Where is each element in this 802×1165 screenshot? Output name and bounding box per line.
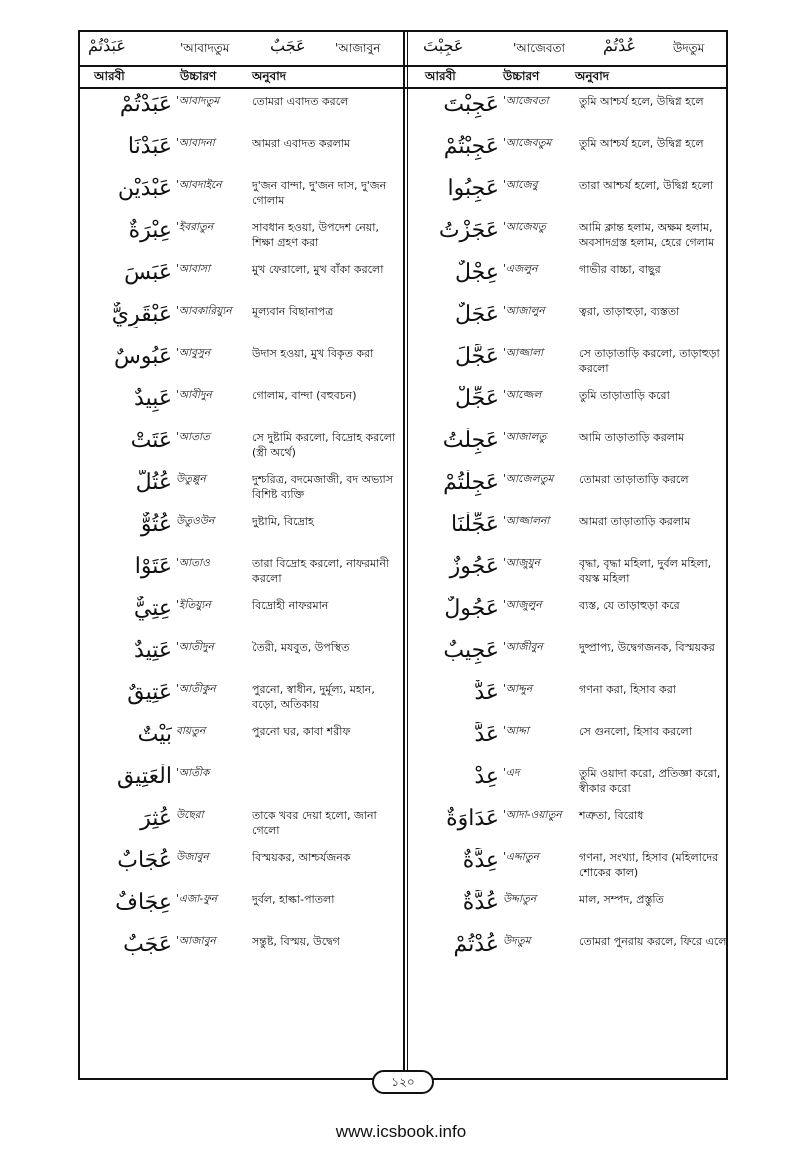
entry-arabic-word: عَتَتْ [130,428,172,453]
dictionary-entry [80,426,403,468]
entry-meaning: দুষ্প্রাপ্য, উদ্বেগজনক, বিস্ময়কর [579,641,715,654]
entry-arabic-word: عَبَدْتُمْ [119,92,172,117]
dictionary-entry [407,342,730,384]
dictionary-entry [80,342,403,384]
entry-pronunciation: 'আজুলুন [503,599,542,611]
entry-arabic-word: عَجِيبٌ [443,638,499,663]
right-entry-list [407,90,730,972]
entry-arabic-word: عُدَّةٌ [462,890,499,915]
dictionary-entry [80,804,403,846]
entry-pronunciation: 'এজা-ফুন [176,893,218,905]
entry-pronunciation: বায়তুন [176,725,206,737]
column-divider [403,32,405,1078]
entry-pronunciation: 'আবদাইনে [176,179,222,191]
entry-meaning: গণনা, সংখ্যা, হিসাব (মহিলাদের শোকের কাল) [579,851,719,879]
entry-arabic-word: عَبَدْنَا [127,134,172,159]
entry-pronunciation: 'আজুযুন [503,557,540,569]
dictionary-entry [80,930,403,972]
running-head-arabic: عَجِبْتَ [423,36,464,55]
column-header-meaning: অনুবাদ [252,69,287,83]
running-head-word: 'আবাদতুম [180,41,230,55]
running-head-arabic: عُدْتُمْ [603,36,637,55]
entry-arabic-word: عَبْدَيْنِ [117,176,172,201]
entry-arabic-word: عِجْلٌ [455,260,499,285]
entry-pronunciation: উজাবুন [176,851,209,863]
entry-meaning: পুরনো, স্বাধীন, দুর্মূল্য, মহান, বড়ো, অতিকায় [252,683,375,711]
footer-url: www.icsbook.info [335,1122,467,1141]
dictionary-entry [80,888,403,930]
entry-pronunciation: 'আজ্জেল [503,389,542,401]
entry-meaning: আমি ক্লান্ত হলাম, অক্ষম হলাম, অবসাদগ্রস্ত হলাম, হেরে গেলাম [579,221,715,249]
dictionary-entry [80,132,403,174]
entry-meaning: তোমরা তাড়াতাড়ি করলে [579,473,689,486]
entry-arabic-word: عَجَّلَ [455,344,499,369]
entry-pronunciation: 'ইবরাতুন [176,221,214,233]
entry-arabic-word: عَدَاوَةٌ [446,806,499,831]
dictionary-entry [407,594,730,636]
entry-meaning: মুখ ফেরালো, মুখ বাঁকা করলো [252,263,384,276]
entry-pronunciation: উতুল্লুন [176,473,206,485]
dictionary-entry [407,258,730,300]
entry-pronunciation: 'আদ্দা [503,725,529,737]
dictionary-entry [80,300,403,342]
entry-meaning: আমরা তাড়াতাড়ি করলাম [579,515,691,528]
entry-arabic-word: عَدٌّ [474,680,499,705]
dictionary-entry [407,468,730,510]
entry-arabic-word: عَجِّلْنَا [451,512,499,537]
entry-pronunciation: 'আদ্দুন [503,683,533,695]
entry-pronunciation: 'আজীবুন [503,641,543,653]
entry-pronunciation: 'আজেবু [503,179,538,191]
entry-arabic-word: عَجِبْتُمْ [443,134,499,159]
column-header-right [403,65,726,89]
entry-meaning: গাভীর বাচ্চা, বাছুর [579,263,661,276]
entry-pronunciation: 'আতীক [176,767,210,779]
entry-meaning: তুমি ওয়াদা করো, প্রতিজ্ঞা করো, স্বীকার করো [579,767,721,795]
entry-arabic-word: عِجَافٌ [115,890,172,915]
dictionary-entry [407,762,730,804]
dictionary-entry [407,930,730,972]
entry-meaning: ব্যস্ত, যে তাড়াহুড়া করে [579,599,680,612]
dictionary-entry [80,468,403,510]
entry-pronunciation: 'এদ [503,767,520,779]
dictionary-entry [407,132,730,174]
entry-arabic-word: عَتِيدٌ [134,638,172,663]
running-head-arabic: عَبَدْتُمْ [88,36,126,55]
entry-meaning: দুষ্টামি, বিদ্রোহ [252,515,314,528]
entry-meaning: দুর্বল, হাল্কা-পাতলা [252,893,335,906]
entry-arabic-word: عُدْتُمْ [453,932,499,957]
entry-arabic-word: عَجُوزٌ [449,554,499,579]
entry-meaning: গোলাম, বান্দা (বহুবচন) [252,389,357,402]
entry-meaning: তোমরা এবাদত করলে [252,95,349,108]
dictionary-entry [407,804,730,846]
entry-arabic-word: عَبْقَرِيٌّ [111,302,172,327]
entry-arabic-word: عُتُلٌّ [135,470,172,495]
entry-meaning: সে গুনলো, হিসাব করলো [579,725,692,738]
entry-meaning: আমরা এবাদত করলাম [252,137,351,150]
entry-pronunciation: 'আজেবতুম [503,137,552,149]
dictionary-entry [407,552,730,594]
entry-arabic-word: عَتِيقٌ [127,680,172,705]
entry-meaning: তৈরী, মযবুত, উপস্থিত [252,641,350,654]
entry-pronunciation: 'আবীদুন [176,389,212,401]
entry-pronunciation: 'আতাও [176,557,210,569]
column-header-pronunciation: উচ্চারণ [503,69,540,83]
entry-arabic-word: عَجِلْتُمْ [443,470,499,495]
entry-meaning: তুমি আশ্চর্য হলে, উদ্বিগ্ন হলে [579,137,704,150]
running-head-word: উদতুম [673,41,705,55]
entry-pronunciation: উছেরা [176,809,204,821]
dictionary-entry [80,846,403,888]
dictionary-entry [80,90,403,132]
dictionary-entry [407,90,730,132]
column-header-left [80,65,403,89]
dictionary-entry [407,216,730,258]
entry-arabic-word: عَدَّ [474,722,499,747]
dictionary-entry [80,762,403,804]
entry-meaning: তোমরা পুনরায় করলে, ফিরে এলে [579,935,727,948]
entry-pronunciation: 'আজ্জালনা [503,515,550,527]
entry-arabic-word: عُجَابٌ [117,848,172,873]
dictionary-entry [80,552,403,594]
entry-pronunciation: 'আবকারিয়্যুন [176,305,232,317]
entry-pronunciation: 'এজলুন [503,263,538,275]
entry-pronunciation: 'আবুসুন [176,347,211,359]
dictionary-entry [80,594,403,636]
entry-arabic-word: عَجِلْتُ [442,428,499,453]
entry-pronunciation: 'আজালুন [503,305,545,317]
dictionary-entry [407,384,730,426]
dictionary-entry [80,720,403,762]
entry-arabic-word: الْعَتِيقِ [116,764,172,789]
dictionary-entry [407,678,730,720]
entry-arabic-word: عَبَسَ [124,260,172,285]
running-head-right [403,32,726,65]
entry-meaning: উদাস হওয়া, মুখ বিকৃত করা [252,347,374,360]
entry-meaning: গণনা করা, হিসাব করা [579,683,676,696]
entry-pronunciation: 'এদ্দাতুন [503,851,539,863]
entry-meaning: তুমি তাড়াতাড়ি করো [579,389,670,402]
column-header-arabic: আরবী [425,69,456,83]
dictionary-entry [407,720,730,762]
left-entry-list [80,90,403,972]
entry-meaning: তারা বিদ্রোহ করলো, নাফরমানী করলো [252,557,390,585]
entry-pronunciation: 'আদা-ওয়াতুন [503,809,562,821]
entry-pronunciation: 'ইতিয়্যুন [176,599,211,611]
entry-arabic-word: عِبْرَةٌ [128,218,172,243]
dictionary-page [78,30,728,1080]
entry-pronunciation: 'আতীকুন [176,683,216,695]
entry-meaning: শত্রুতা, বিরোধ [579,809,644,822]
column-header-pronunciation: উচ্চারণ [180,69,217,83]
dictionary-entry [80,636,403,678]
entry-pronunciation: 'আবাসা [176,263,211,275]
entry-meaning: বৃদ্ধা, বৃদ্ধা মহিলা, দুর্বল মহিলা, বয়স্ক মহিলা [579,557,712,585]
dictionary-entry [407,300,730,342]
entry-pronunciation: 'আতাত [176,431,210,443]
entry-meaning: তুমি আশ্চর্য হলে, উদ্বিগ্ন হলে [579,95,704,108]
entry-pronunciation: 'আজাবুন [176,935,216,947]
running-head-word: 'আজেবতা [513,41,566,55]
entry-pronunciation: 'আবাদতুম [176,95,220,107]
entry-arabic-word: عَبُوسٌ [114,344,172,369]
entry-pronunciation: 'আজালতু [503,431,547,443]
entry-arabic-word: عَجَلٌ [455,302,499,327]
running-head-arabic: عَجَبٌ [270,36,306,55]
entry-pronunciation: 'আতীদুন [176,641,214,653]
entry-pronunciation: 'আজেযতু [503,221,546,233]
entry-meaning: তাকে খবর দেয়া হলো, জানা গেলো [252,809,377,837]
entry-arabic-word: عِدْ [474,764,499,789]
entry-meaning: ত্বরা, তাড়াহুড়া, ব্যস্ততা [579,305,680,318]
dictionary-entry [80,678,403,720]
entry-meaning: সে দুষ্টামি করলো, বিদ্রোহ করলো (স্ত্রী অর্থে) [252,431,396,459]
entry-pronunciation: 'আজেবতা [503,95,549,107]
entry-arabic-word: عَجِبْتَ [443,92,499,117]
entry-arabic-word: بَيْتٌ [137,722,172,747]
entry-meaning: দু'জন বান্দা, দু'জন দাস, দু'জন গোলাম [252,179,387,207]
running-head-left [80,32,403,65]
entry-pronunciation: উদ্দাতুন [503,893,537,905]
entry-meaning: তারা আশ্চর্য হলো, উদ্বিগ্ন হলো [579,179,714,192]
entry-meaning: মূল্যবান বিছানাপত্র [252,305,334,318]
entry-meaning: বিস্ময়কর, আশ্চর্যজনক [252,851,351,864]
column-header-arabic: আরবী [94,69,125,83]
dictionary-entry [80,216,403,258]
entry-arabic-word: عِدَّةٌ [462,848,499,873]
entry-pronunciation: উতুওউন [176,515,215,527]
dictionary-entry [407,426,730,468]
entry-arabic-word: عَجَبٌ [123,932,172,957]
dictionary-entry [80,510,403,552]
entry-arabic-word: عَجَزْتُ [438,218,499,243]
entry-meaning: আমি তাড়াতাড়ি করলাম [579,431,685,444]
entry-meaning: সাবধান হওয়া, উপদেশ নেয়া, শিক্ষা গ্রহণ করা [252,221,379,249]
column-header-meaning: অনুবাদ [575,69,610,83]
entry-pronunciation: 'আবাদনা [176,137,215,149]
dictionary-entry [407,174,730,216]
dictionary-entry [407,636,730,678]
dictionary-entry [407,888,730,930]
entry-pronunciation: 'আজ্জালা [503,347,544,359]
entry-arabic-word: عَبِيدٌ [134,386,172,411]
page-number: ১২০ [372,1070,434,1094]
running-head-word: 'আজাবুন [335,41,381,55]
dictionary-entry [407,846,730,888]
dictionary-entry [80,174,403,216]
dictionary-entry [407,510,730,552]
entry-arabic-word: عِتِيٌّ [133,596,172,621]
entry-arabic-word: عَجُولٌ [444,596,499,621]
entry-arabic-word: عَتَوْا [134,554,172,579]
entry-pronunciation: 'আজেলতুম [503,473,554,485]
entry-meaning: বিদ্রোহী নাফরমান [252,599,329,612]
entry-arabic-word: عَجِبُوا [447,176,499,201]
entry-meaning: দুশ্চরিত্র, বদমেজাজী, বদ অভ্যাস বিশিষ্ট ব্যক্তি [252,473,393,501]
entry-meaning: মাল, সম্পদ, প্রস্তুতি [579,893,664,906]
entry-pronunciation: উদতুম [503,935,531,947]
dictionary-entry [80,258,403,300]
entry-meaning: সন্তুষ্ট, বিস্ময়, উদ্বেগ [252,935,340,948]
dictionary-entry [80,384,403,426]
entry-arabic-word: عُتُوٌّ [140,512,172,537]
entry-arabic-word: عَجِّلْ [455,386,499,411]
entry-meaning: সে তাড়াতাড়ি করলো, তাড়াহুড়া করলো [579,347,720,375]
entry-meaning: পুরনো ঘর, কাবা শরীফ [252,725,351,738]
entry-arabic-word: عُثِرَ [140,806,172,831]
